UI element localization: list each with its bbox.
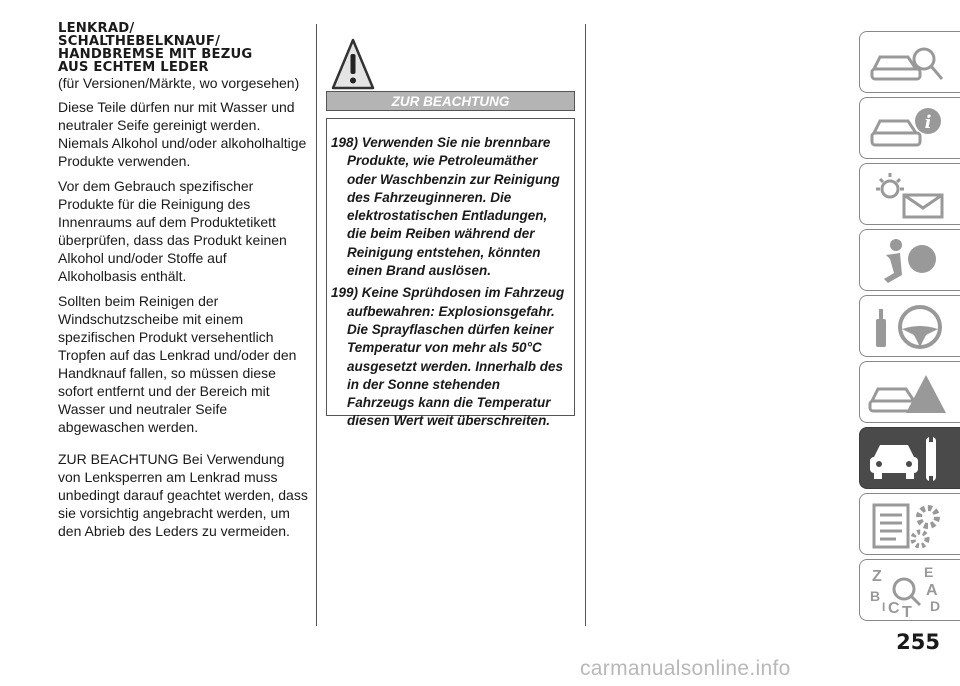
airbag-seat-icon: [868, 235, 948, 287]
tab-car-wrench[interactable]: [859, 427, 960, 489]
warning-item: 199) Keine Sprühdosen im Fahrzeug aufbewahren: Explosionsgefahr. Die Sprayflaschen dürfen keiner Temperatur von mehr als 50°C ausgesetzt werden. Innerhalb des in der Sonne stehenden Fahrzeugs kann die Temperatur diesen Wert weit überschreiten.: [331, 285, 565, 429]
heading-line: AUS ECHTEM LEDER: [58, 60, 209, 75]
tab-car-info[interactable]: [859, 97, 960, 159]
index-letter: C: [888, 600, 900, 617]
index-letter: A: [926, 582, 938, 599]
warning-triangle-icon: [331, 38, 375, 90]
index-letter: Z: [872, 568, 882, 585]
page-number: 255: [896, 630, 940, 654]
section-subheading: (für Versionen/Märkte, wo vorgesehen): [58, 75, 300, 91]
index-letter: I: [882, 600, 886, 614]
car-breakdown-icon: [868, 367, 948, 419]
index-letter: D: [930, 598, 941, 614]
paragraph: ZUR BEACHTUNG Bei Verwendung von Lenksperren am Lenkrad muss unbedingt darauf geachtet werden, dass sie vorsichtig angebracht werden, um den Abrieb des Leders zu vermeiden.: [58, 451, 308, 539]
tab-steering-key[interactable]: [859, 295, 960, 357]
column-divider: [316, 24, 317, 626]
watermark: carmanualsonline.info: [580, 657, 791, 680]
paragraph: Diese Teile dürfen nur mit Wasser und neutraler Seife gereinigt werden. Niemals Alkohol und/oder alkoholhaltige Produkte verwenden.: [58, 99, 307, 169]
tab-airbag-seat[interactable]: [859, 229, 960, 291]
warning-box: [326, 118, 575, 429]
paragraph: Sollten beim Reinigen der Windschutzscheibe mit einem spezifischen Produkt versehentlich Tropfen auf das Lenkrad und/oder den Handknauf fallen, so müssen diese sofort entfernt und der Bereich mit Wasser und neutraler Seife abgewaschen werden.: [58, 293, 297, 435]
car-info-icon: [868, 103, 948, 155]
section-heading: [58, 22, 308, 74]
svg-text:i: i: [924, 112, 932, 133]
warning-title-bar: ZUR BEACHTUNG: [326, 91, 575, 111]
heading-line: LENKRAD/: [58, 21, 135, 36]
index-letter: T: [902, 604, 912, 617]
specs-gear-icon: [868, 499, 948, 551]
tab-specs[interactable]: [859, 493, 960, 555]
content-column: [58, 22, 308, 547]
steering-key-icon: [868, 301, 948, 353]
tab-car-search[interactable]: [859, 31, 960, 93]
column-divider: [585, 24, 586, 626]
tab-warning-lights[interactable]: [859, 163, 960, 225]
paragraph: Vor dem Gebrauch spezifischer Produkte für die Reinigung des Innenraums auf dem Produktetikett überprüfen, dass das Produkt keinen Alkohol und/oder Stoffe auf Alkoholbasis enthält.: [58, 178, 287, 284]
warning-item: 198) Verwenden Sie nie brennbare Produkte, wie Petroleumäther oder Waschbenzin zur Reinigung des Fahrzeuginneren. Die elektrostatischen Entladungen, die beim Reiben während der Reinigung entstehen, könnten einen Brand auslösen.: [331, 135, 560, 279]
car-wrench-icon: [868, 433, 948, 485]
index-letter: E: [924, 565, 934, 580]
index-letters-icon: [868, 565, 948, 617]
car-search-icon: [868, 37, 948, 89]
index-letter: B: [870, 588, 881, 604]
tab-car-breakdown[interactable]: [859, 361, 960, 423]
tab-index[interactable]: [859, 559, 960, 621]
warning-lights-icon: [868, 169, 948, 221]
heading-line: SCHALTHEBELKNAUF/: [58, 34, 221, 49]
heading-line: HANDBREMSE MIT BEZUG: [58, 47, 253, 62]
